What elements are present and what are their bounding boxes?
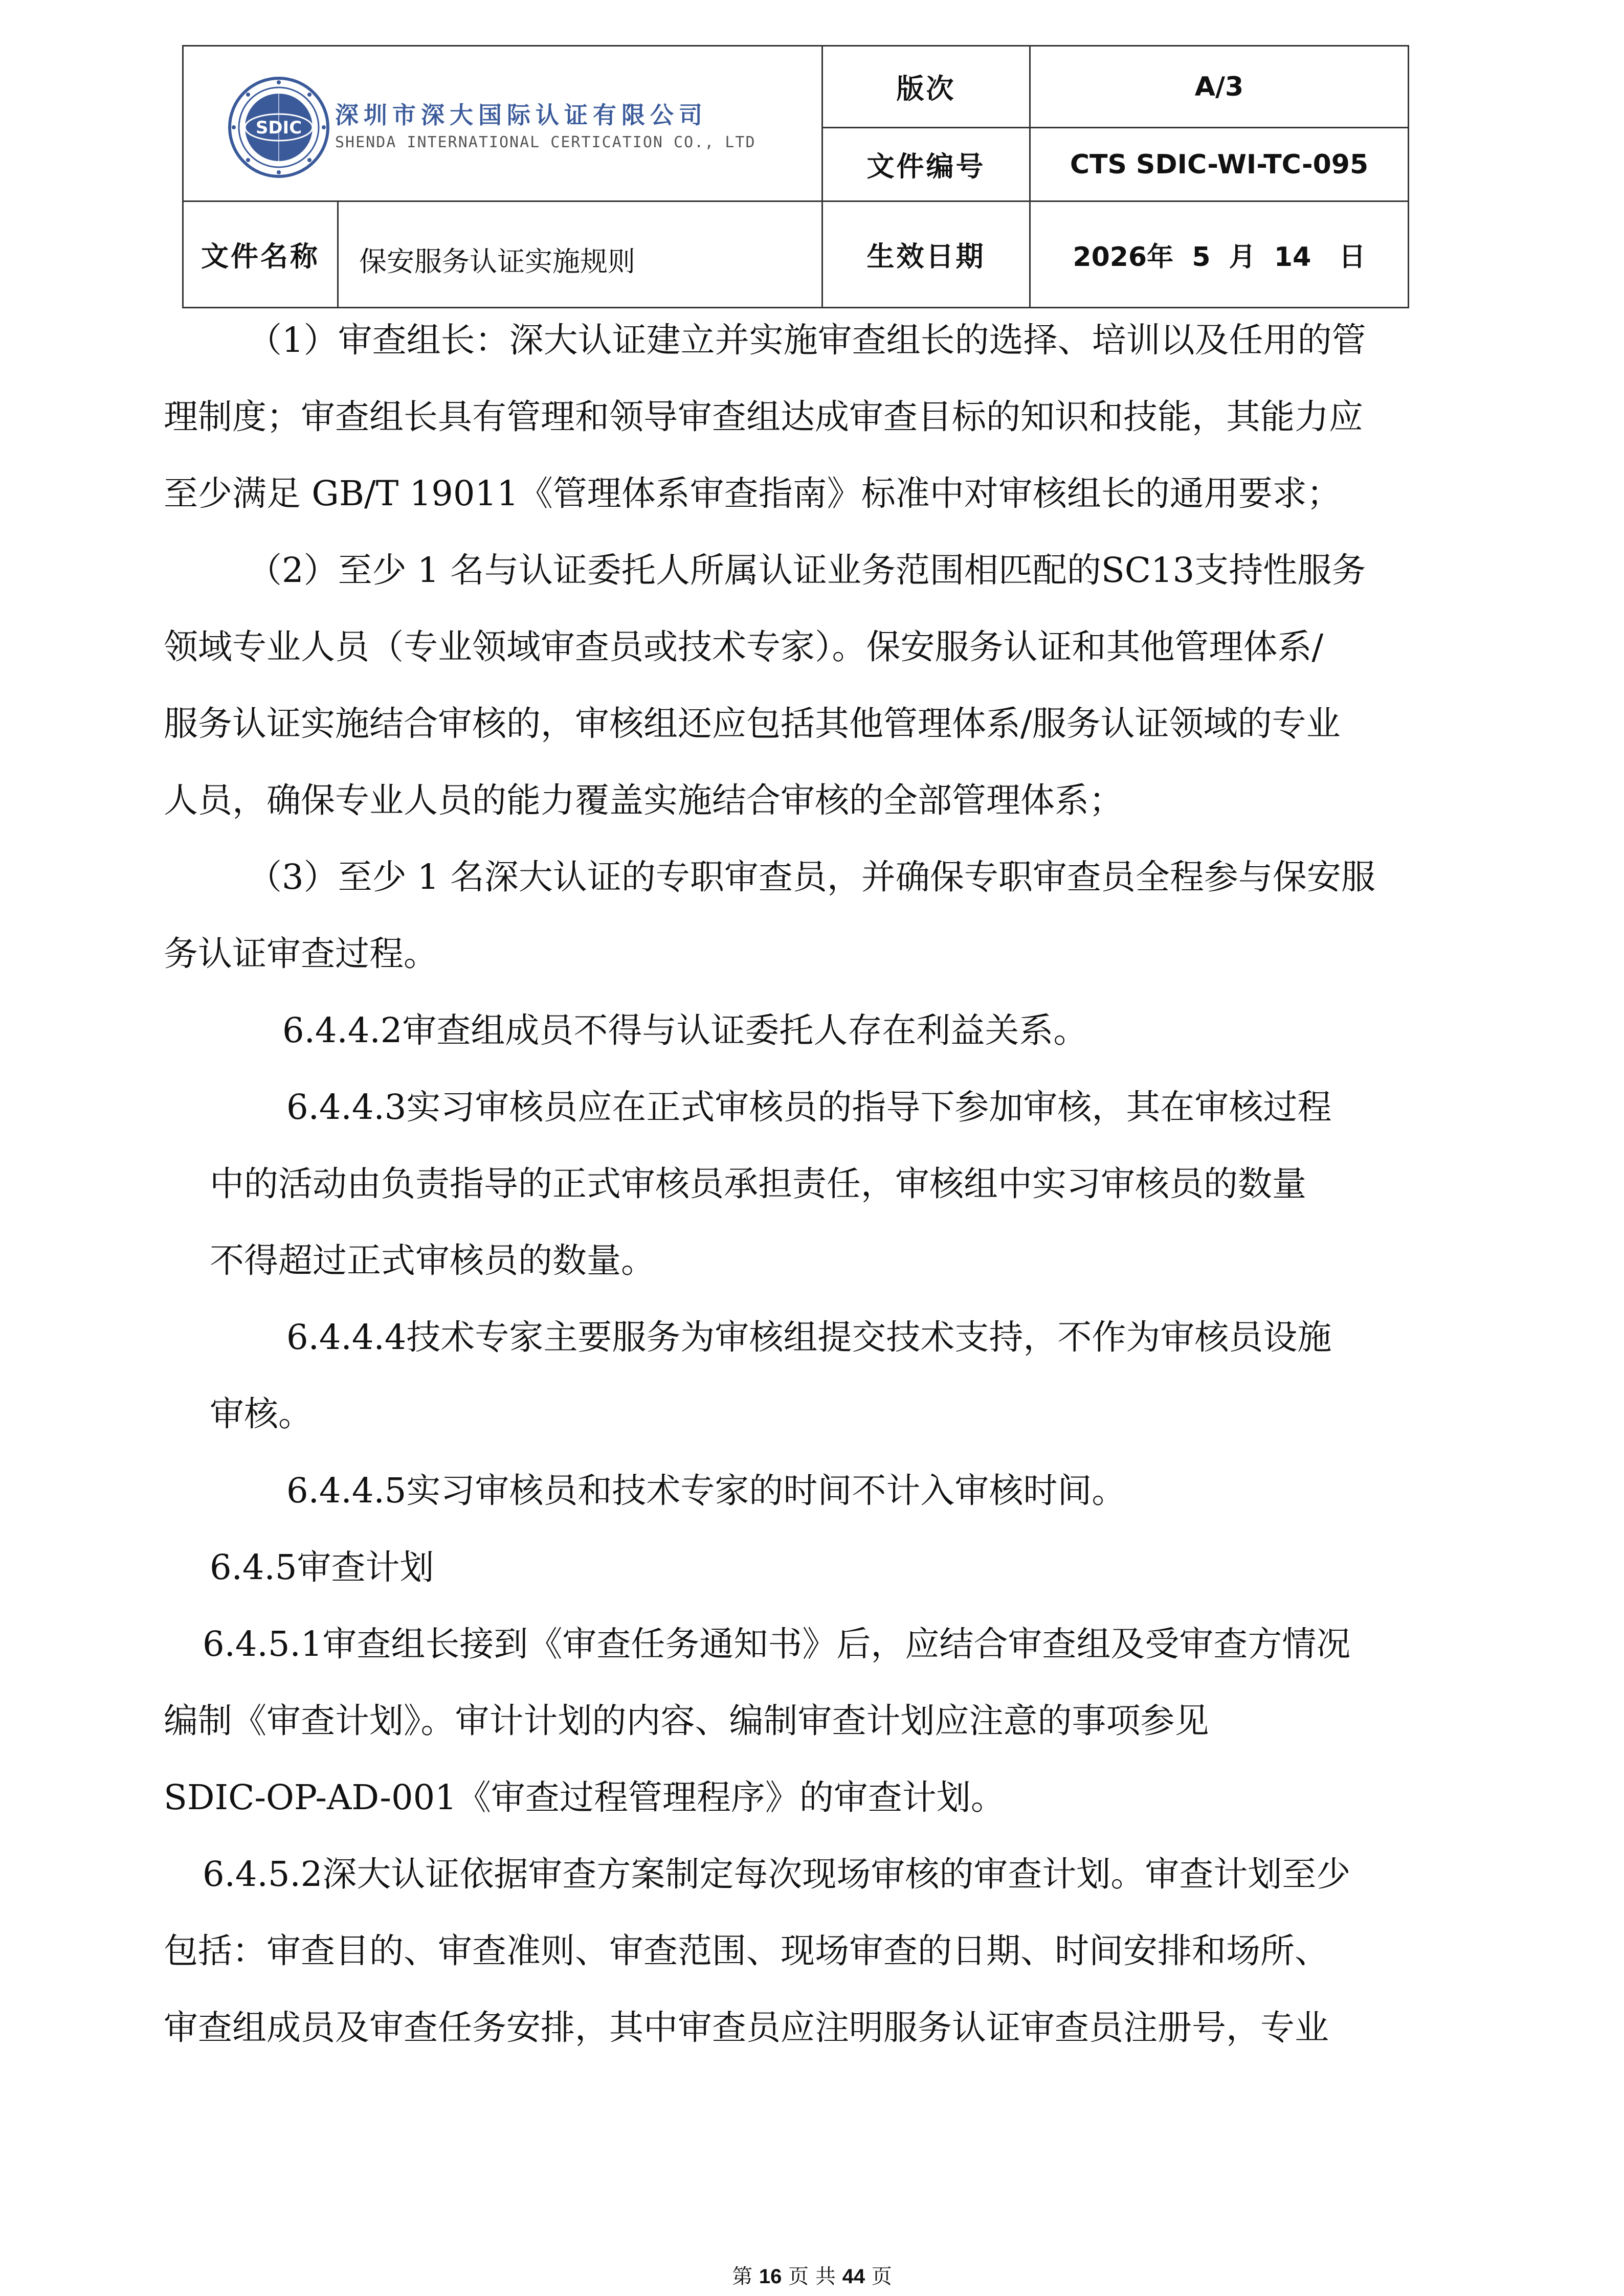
effective-date-value: 2026年 5 月 14 日 <box>1030 201 1409 308</box>
document-header-table <box>182 45 1409 308</box>
text-line: 领域专业人员（专业领域审查员或技术专家）。保安服务认证和其他管理体系/ <box>164 627 1324 667</box>
text-line: 6.4.5.2深大认证依据审查方案制定每次现场审核的审查计划。审查计划至少 <box>203 1854 1351 1894</box>
text-line: （1）审查组长：深大认证建立并实施审查组长的选择、培训以及任用的管 <box>248 320 1366 360</box>
version-label: 版次 <box>822 46 1030 128</box>
paragraph-6-4-4-4 <box>210 1299 1332 1452</box>
footer-prefix: 第 <box>732 2265 753 2288</box>
logo-cell <box>183 46 822 201</box>
doc-name-inner <box>184 202 821 307</box>
page-total: 44 <box>842 2265 865 2288</box>
doc-name-value: 保安服务认证实施规则 <box>359 245 635 278</box>
company-name-cn: 深圳市深大国际认证有限公司 <box>335 101 707 129</box>
doc-no-value: CTS SDIC-WI-TC-095 <box>1030 128 1409 201</box>
text-line: 6.4.4.3实习审核员应在正式审核员的指导下参加审核，其在审核过程 <box>286 1087 1332 1127</box>
company-seal-icon <box>228 76 330 178</box>
text-line: 人员，确保专业人员的能力覆盖实施结合审核的全部管理体系； <box>164 780 1123 820</box>
footer-suffix: 页 <box>871 2265 892 2288</box>
paragraph-6-4-4-2 <box>282 992 1087 1069</box>
footer-middle: 页 共 <box>788 2265 836 2288</box>
text-line: 6.4.4.5实习审核员和技术专家的时间不计入审核时间。 <box>286 1471 1126 1511</box>
paragraph-6-4-5-1 <box>164 1606 1351 1836</box>
text-line: SDIC-OP-AD-001《审查过程管理程序》的审查计划。 <box>164 1777 1005 1817</box>
effective-date-label: 生效日期 <box>822 201 1030 308</box>
text-line: 6.4.5.1审查组长接到《审查任务通知书》后，应结合审查组及受审查方情况 <box>203 1624 1351 1664</box>
text-line: 不得超过正式审核员的数量。 <box>210 1241 655 1280</box>
text-line: 6.4.4.2审查组成员不得与认证委托人存在利益关系。 <box>282 1010 1088 1050</box>
text-line: 6.4.4.4技术专家主要服务为审核组提交技术支持，不作为审核员设施 <box>286 1317 1332 1357</box>
paragraph-fulltime-auditor <box>164 839 1375 992</box>
paragraph-6-4-4-3 <box>210 1069 1332 1299</box>
version-value: A/3 <box>1030 46 1409 128</box>
page-footer <box>0 2260 1624 2289</box>
paragraph-audit-leader <box>164 302 1366 532</box>
paragraph-6-4-4-5 <box>286 1452 1126 1529</box>
text-line: 6.4.5审查计划 <box>210 1547 434 1587</box>
section-heading-6-4-5 <box>210 1529 434 1606</box>
company-name-en: SHENDA INTERNATIONAL CERTICATION CO., LTD <box>335 133 756 151</box>
text-line: 中的活动由负责指导的正式审核员承担责任，审核组中实习审核员的数量 <box>210 1164 1306 1204</box>
text-line: （2）至少 1 名与认证委托人所属认证业务范围相匹配的SC13支持性服务 <box>248 550 1366 590</box>
text-line: （3）至少 1 名深大认证的专职审查员，并确保专职审查员全程参与保安服 <box>248 857 1375 897</box>
text-line: 理制度；审查组长具有管理和领导审查组达成审查目标的知识和技能，其能力应 <box>164 397 1363 437</box>
text-line: 至少满足 GB/T 19011《管理体系审查指南》标准中对审核组长的通用要求； <box>164 474 1341 513</box>
text-line: 编制《审查计划》。审计计划的内容、编制审查计划应注意的事项参见 <box>164 1701 1209 1741</box>
text-line: 审核。 <box>210 1394 313 1434</box>
page-number: 16 <box>759 2265 782 2288</box>
text-line: 务认证审查过程。 <box>164 934 438 974</box>
logo-text: SDIC <box>255 118 302 138</box>
text-line: 包括：审查目的、审查准则、审查范围、现场审查的日期、时间安排和场所、 <box>164 1931 1329 1971</box>
paragraph-specialist <box>164 532 1366 839</box>
company-logo <box>228 76 826 178</box>
text-line: 服务认证实施结合审核的，审核组还应包括其他管理体系/服务认证领域的专业 <box>164 704 1341 744</box>
text-line: 审查组成员及审查任务安排，其中审查员应注明服务认证审查员注册号，专业 <box>164 2008 1329 2047</box>
doc-name-label: 文件名称 <box>184 202 338 307</box>
paragraph-6-4-5-2 <box>164 1836 1351 2066</box>
doc-no-label: 文件编号 <box>822 128 1030 201</box>
doc-name-row <box>183 201 822 308</box>
